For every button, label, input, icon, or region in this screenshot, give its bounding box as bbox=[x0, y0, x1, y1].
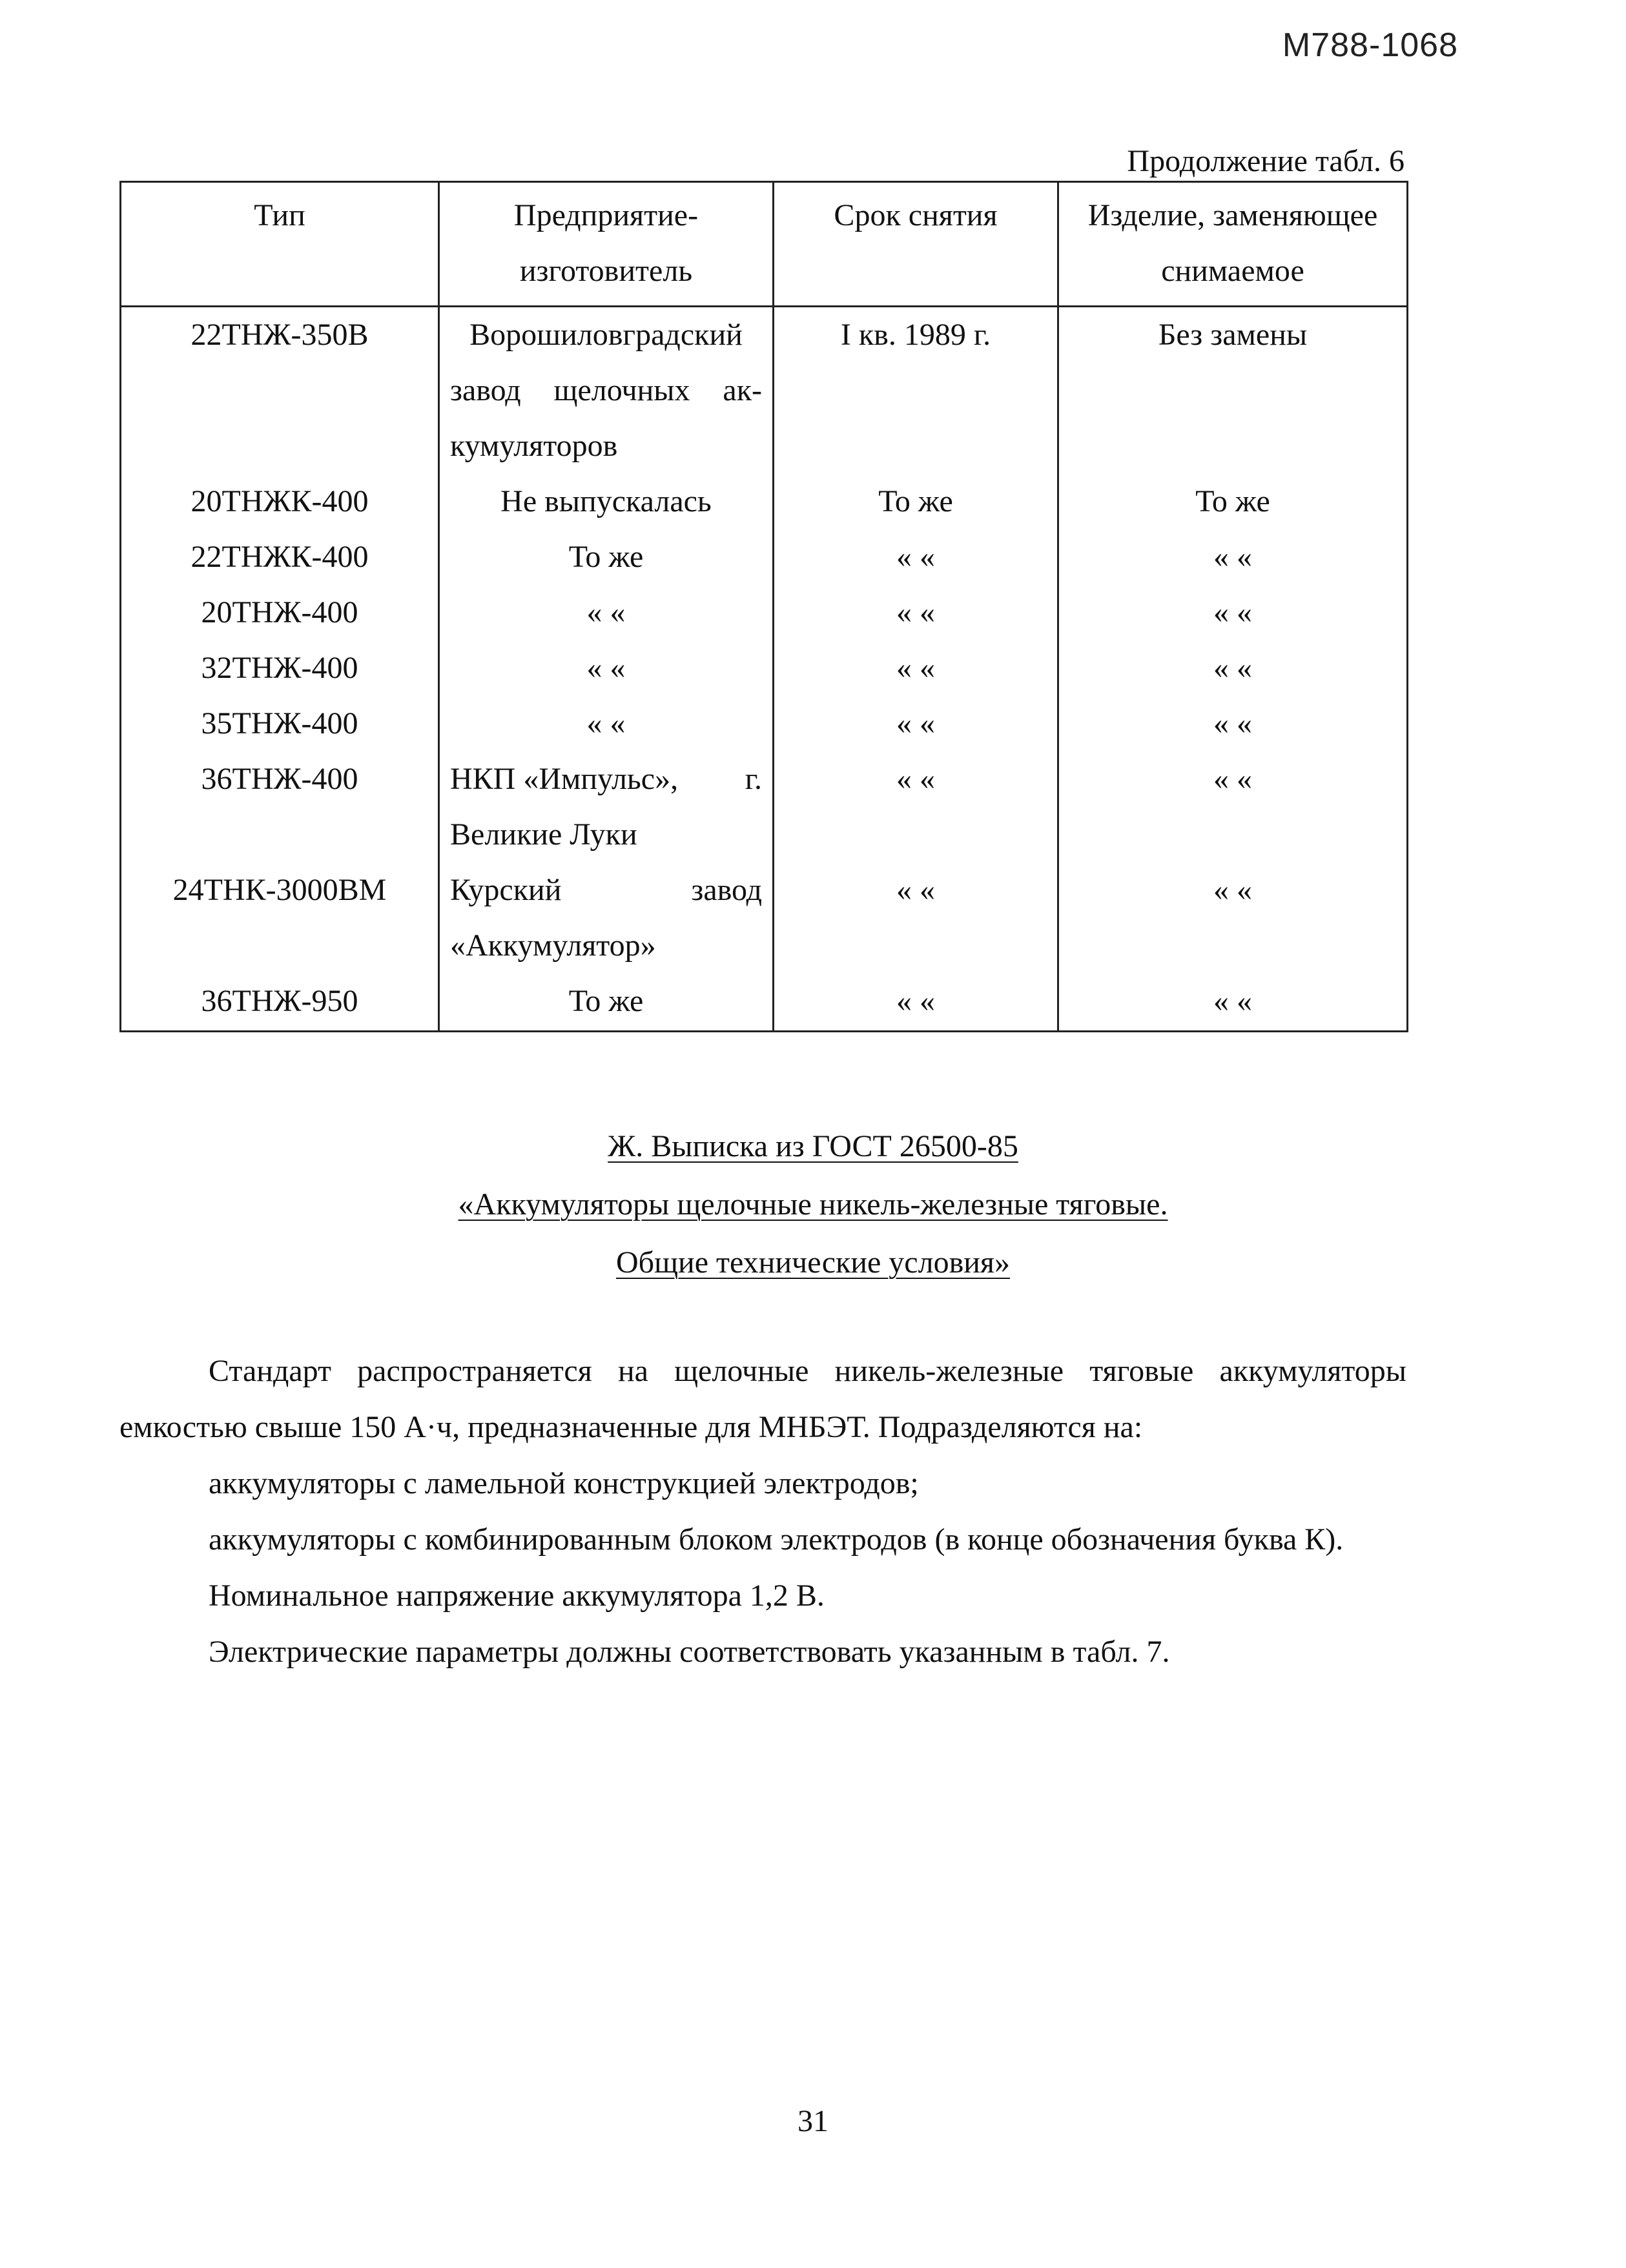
table-row bbox=[121, 974, 1408, 1032]
cell-removal: « « bbox=[774, 751, 1058, 863]
table-row bbox=[121, 585, 1408, 640]
paragraph-voltage: Номинальное напряжение аккумулятора 1,2 В. bbox=[209, 1578, 825, 1613]
cell-type: 22ТНЖК-400 bbox=[121, 529, 439, 585]
cell-maker: Не выпускалась bbox=[439, 474, 774, 529]
cell-replacement: То же bbox=[1058, 474, 1408, 529]
col-header-manufacturer: Предприятие- изготовитель bbox=[439, 182, 774, 307]
cell-type: 35ТНЖ-400 bbox=[121, 696, 439, 751]
paragraph-combined: аккумуляторы с комбинированным блоком электродов (в конце обозначения буква К). bbox=[209, 1522, 1344, 1557]
table-header-row bbox=[121, 182, 1408, 307]
cell-removal: « « bbox=[774, 696, 1058, 751]
cell-type: 20ТНЖК-400 bbox=[121, 474, 439, 529]
cell-maker: Курский завод «Аккумулятор» bbox=[439, 863, 774, 974]
cell-removal: « « bbox=[774, 863, 1058, 974]
cell-type: 36ТНЖ-400 bbox=[121, 751, 439, 863]
cell-replacement: Без замены bbox=[1058, 307, 1408, 475]
cell-type: 36ТНЖ-950 bbox=[121, 974, 439, 1032]
col-header-removal-date: Срок снятия bbox=[774, 182, 1058, 307]
document-code: М788-1068 bbox=[1282, 26, 1458, 64]
cell-maker: То же bbox=[439, 529, 774, 585]
cell-replacement: « « bbox=[1058, 696, 1408, 751]
replacement-table bbox=[119, 181, 1408, 1032]
cell-removal: « « bbox=[774, 640, 1058, 696]
table-row bbox=[121, 863, 1408, 974]
cell-removal: I кв. 1989 г. bbox=[774, 307, 1058, 475]
table-continuation-note: Продолжение табл. 6 bbox=[1127, 144, 1405, 178]
cell-removal: То же bbox=[774, 474, 1058, 529]
cell-replacement: « « bbox=[1058, 585, 1408, 640]
cell-maker: То же bbox=[439, 974, 774, 1032]
cell-type: 20ТНЖ-400 bbox=[121, 585, 439, 640]
table-row bbox=[121, 307, 1408, 475]
col-header-type: Тип bbox=[121, 182, 439, 307]
cell-maker: « « bbox=[439, 640, 774, 696]
cell-type: 32ТНЖ-400 bbox=[121, 640, 439, 696]
cell-type: 24ТНК-3000ВМ bbox=[121, 863, 439, 974]
cell-maker: Ворошиловградский завод щелочных ак- кумуляторов bbox=[439, 307, 774, 475]
paragraph-lamellar: аккумуляторы с ламельной конструкцией электродов; bbox=[209, 1466, 919, 1500]
table-row bbox=[121, 529, 1408, 585]
cell-replacement: « « bbox=[1058, 974, 1408, 1032]
cell-removal: « « bbox=[774, 585, 1058, 640]
cell-removal: « « bbox=[774, 974, 1058, 1032]
table-row bbox=[121, 474, 1408, 529]
cell-replacement: « « bbox=[1058, 863, 1408, 974]
paragraph-scope: Стандарт распространяется на щелочные никель-железные тяговые аккумуляторы емкостью свыше 150 А·ч, предназначенные для МНБЭТ. Подразделяются на: bbox=[119, 1354, 1406, 1444]
table-row bbox=[121, 696, 1408, 751]
section-heading-line-1: Ж. Выписка из ГОСТ 26500-85 bbox=[608, 1129, 1018, 1163]
cell-maker: НКП «Импульс», г. Великие Луки bbox=[439, 751, 774, 863]
section-heading-line-3: Общие технические условия» bbox=[615, 1245, 1010, 1280]
body-text bbox=[119, 1343, 1406, 1680]
table-row bbox=[121, 640, 1408, 696]
cell-maker: « « bbox=[439, 696, 774, 751]
paragraph-electrical: Электрические параметры должны соответствовать указанным в табл. 7. bbox=[209, 1635, 1170, 1669]
cell-replacement: « « bbox=[1058, 529, 1408, 585]
section-heading-line-2: «Аккумуляторы щелочные никель-железные тяговые. bbox=[458, 1187, 1168, 1221]
cell-replacement: « « bbox=[1058, 751, 1408, 863]
page-number: 31 bbox=[798, 2104, 828, 2138]
table-row bbox=[121, 751, 1408, 863]
cell-type: 22ТНЖ-350В bbox=[121, 307, 439, 475]
cell-removal: « « bbox=[774, 529, 1058, 585]
cell-replacement: « « bbox=[1058, 640, 1408, 696]
cell-maker: « « bbox=[439, 585, 774, 640]
col-header-replacement: Изделие, заменяющее снимаемое bbox=[1058, 182, 1408, 307]
